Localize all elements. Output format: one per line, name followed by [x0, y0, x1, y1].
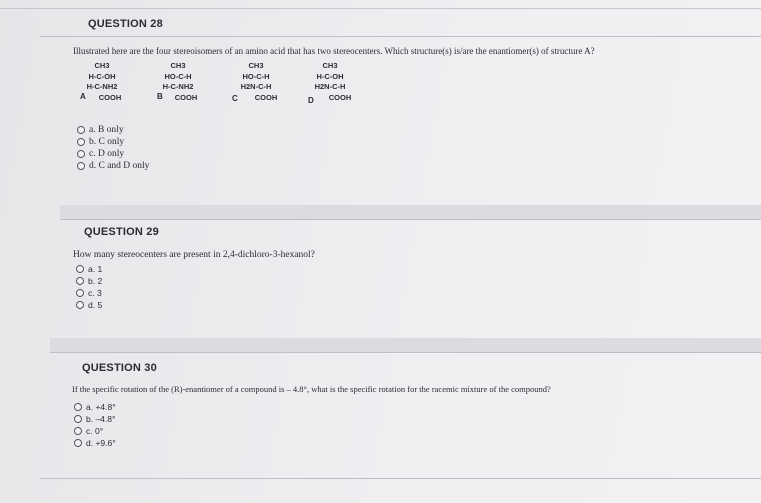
- q28-option-b-label: b. C only: [89, 137, 125, 147]
- structure-c-row-2: HO-C-H: [242, 71, 270, 81]
- q30-option-a[interactable]: [74, 402, 116, 412]
- q29-option-c-label: c. 3: [88, 288, 102, 298]
- question-separator: [60, 205, 761, 219]
- structure-d-row-3: H2N-C-H: [314, 82, 346, 91]
- question-28-header-divider: [40, 36, 761, 37]
- q29-option-a[interactable]: [76, 264, 102, 274]
- radio-button[interactable]: [76, 301, 84, 309]
- structure-d-row-2: H-C-OH: [316, 71, 344, 81]
- q30-option-b[interactable]: [74, 414, 115, 424]
- structure-c-label: C: [232, 94, 238, 103]
- q30-option-d[interactable]: [74, 438, 116, 448]
- q29-option-b[interactable]: [76, 276, 102, 286]
- q29-option-a-label: a. 1: [88, 264, 103, 274]
- structure-b-row-2: HO-C-H: [164, 71, 192, 81]
- structure-b-row-1: CH3: [170, 61, 186, 70]
- q29-option-d-label: d. 5: [88, 300, 103, 310]
- question-28-title: QUESTION 28: [88, 18, 163, 30]
- radio-button[interactable]: [74, 415, 82, 423]
- question-separator: [50, 338, 761, 352]
- question-30-text: If the specific rotation of the (R)-enantiomer of a compound is – 4.8°, what is the specific rotation for the racemic mixture of the compound?: [72, 384, 551, 394]
- structure-a-label: A: [80, 92, 86, 101]
- q30-option-c[interactable]: [74, 426, 103, 436]
- q28-option-b[interactable]: [77, 137, 124, 147]
- q28-option-a-label: a. B only: [89, 125, 124, 135]
- structure-b-label: B: [157, 92, 163, 101]
- structure-d-row-1: CH3: [322, 61, 338, 70]
- radio-button[interactable]: [74, 427, 82, 435]
- radio-button[interactable]: [77, 126, 85, 134]
- q30-option-b-label: b. –4.8°: [86, 414, 116, 424]
- radio-button[interactable]: [74, 439, 82, 447]
- radio-button[interactable]: [77, 138, 85, 146]
- structure-d-label: D: [308, 96, 314, 105]
- q29-option-d[interactable]: [76, 300, 102, 310]
- radio-button[interactable]: [76, 265, 84, 273]
- q30-option-d-label: d. +9.6°: [86, 438, 116, 448]
- structure-d-row-4: COOH: [328, 92, 352, 102]
- q28-option-d[interactable]: [77, 161, 149, 171]
- q29-option-b-label: b. 2: [88, 276, 103, 286]
- structure-a: [82, 61, 122, 103]
- question-28-text: Illustrated here are the four stereoisomers of an amino acid that has two stereocenters. Which structure(s) is/are the enantiomer(s) of structure A?: [73, 46, 595, 56]
- radio-button[interactable]: [77, 150, 85, 158]
- top-divider: [0, 8, 761, 9]
- radio-button[interactable]: [76, 289, 84, 297]
- structure-a-row-4: COOH: [98, 92, 122, 102]
- q28-option-c-label: c. D only: [89, 149, 125, 159]
- question-30-title: QUESTION 30: [82, 362, 157, 374]
- q28-option-a[interactable]: [77, 125, 124, 135]
- structure-a-row-1: CH3: [94, 61, 110, 70]
- bottom-divider: [40, 478, 761, 479]
- structure-b-row-3: H-C-NH2: [162, 82, 194, 91]
- question-29-header-divider: [60, 219, 761, 220]
- radio-button[interactable]: [74, 403, 82, 411]
- structure-c-row-1: CH3: [248, 61, 264, 70]
- structure-b-row-4: COOH: [174, 92, 198, 102]
- q28-option-c[interactable]: [77, 149, 124, 159]
- question-29-title: QUESTION 29: [84, 226, 159, 238]
- structure-a-row-2: H-C-OH: [88, 71, 116, 81]
- structure-c-row-4: COOH: [254, 92, 278, 102]
- structure-c-row-3: H2N-C-H: [240, 82, 272, 91]
- q29-option-c[interactable]: [76, 288, 102, 298]
- q30-option-a-label: a. +4.8°: [86, 402, 116, 412]
- structure-a-row-3: H-C-NH2: [86, 82, 118, 91]
- question-29-text: How many stereocenters are present in 2,4-dichloro-3-hexanol?: [73, 250, 315, 260]
- radio-button[interactable]: [76, 277, 84, 285]
- question-30-header-divider: [50, 352, 761, 353]
- q28-option-d-label: d. C and D only: [89, 161, 150, 171]
- radio-button[interactable]: [77, 162, 85, 170]
- q30-option-c-label: c. 0°: [86, 426, 104, 436]
